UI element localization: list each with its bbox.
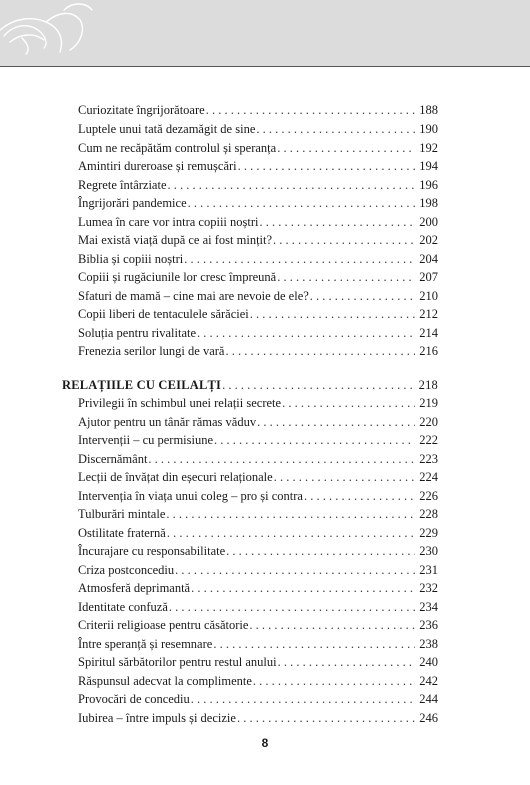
toc-entry bbox=[78, 157, 438, 175]
toc-leader-dots bbox=[310, 287, 415, 305]
toc-entry bbox=[78, 194, 438, 212]
toc-entry-page: 230 bbox=[419, 544, 438, 558]
toc-entry bbox=[78, 324, 438, 342]
toc-leader-dots bbox=[226, 542, 415, 560]
toc-leader-dots bbox=[273, 231, 415, 249]
toc-entry-page: 232 bbox=[419, 581, 438, 595]
toc-entry-title: Sfaturi de mamă – cine mai are nevoie de ele? bbox=[78, 289, 309, 303]
toc-entry bbox=[78, 690, 438, 708]
toc-leader-dots bbox=[250, 305, 415, 323]
toc-leader-dots bbox=[237, 709, 415, 727]
toc-entry-page: 231 bbox=[419, 563, 438, 577]
toc-entry bbox=[78, 542, 438, 560]
toc-leader-dots bbox=[214, 431, 415, 449]
toc-leader-dots bbox=[191, 690, 415, 708]
toc-entry-page: 216 bbox=[419, 344, 438, 358]
toc-entry-title: Copiii și rugăciunile lor cresc împreună bbox=[78, 270, 277, 284]
toc-entry bbox=[78, 579, 438, 597]
page-number: 8 bbox=[261, 736, 269, 750]
toc-entry bbox=[78, 120, 438, 138]
toc-entry bbox=[78, 672, 438, 690]
toc-leader-dots bbox=[277, 268, 415, 286]
toc-entry-page: 229 bbox=[419, 526, 438, 540]
toc-entry bbox=[78, 653, 438, 671]
toc-entry-title: Cum ne recăpătăm controlul și speranța bbox=[78, 141, 277, 155]
toc-entry-page: 242 bbox=[419, 674, 438, 688]
toc-entry-title: Criza postconcediu bbox=[78, 563, 175, 577]
toc-entry-title: Curiozitate îngrijorătoare bbox=[78, 103, 205, 117]
toc-entry-page: 238 bbox=[419, 637, 438, 651]
toc-entry-title: Lumea în care vor intra copiii noștri bbox=[78, 215, 259, 229]
toc-entry-title: Răspunsul adecvat la complimente bbox=[78, 674, 252, 688]
toc-entry-title: Privilegii în schimbul unei relații secrete bbox=[78, 396, 282, 410]
toc-entry-page: 190 bbox=[419, 122, 438, 136]
toc-entry-title: Discernământ bbox=[78, 452, 148, 466]
toc-leader-dots bbox=[206, 101, 415, 119]
toc-leader-dots bbox=[225, 342, 415, 360]
toc-entry-page: 204 bbox=[419, 252, 438, 266]
toc-entry-page: 192 bbox=[419, 141, 438, 155]
toc-entry bbox=[78, 139, 438, 157]
toc-leader-dots bbox=[277, 139, 415, 157]
toc-entry bbox=[78, 598, 438, 616]
toc-entry-page: 196 bbox=[419, 178, 438, 192]
toc-entry bbox=[78, 709, 438, 727]
toc-entry-title: Soluția pentru rivalitate bbox=[78, 326, 197, 340]
toc-entry bbox=[78, 616, 438, 634]
toc-leader-dots bbox=[148, 450, 415, 468]
toc-leader-dots bbox=[256, 120, 415, 138]
toc-entry-page: 228 bbox=[419, 507, 438, 521]
toc-leader-dots bbox=[169, 598, 415, 616]
toc-entry-title: Între speranță și resemnare bbox=[78, 637, 213, 651]
toc-entry bbox=[78, 450, 438, 468]
header-divider bbox=[0, 66, 530, 67]
toc-entry-page: 219 bbox=[419, 396, 438, 410]
toc-entry-page: 222 bbox=[419, 433, 438, 447]
toc-entry-page: 223 bbox=[419, 452, 438, 466]
toc-entry bbox=[78, 487, 438, 505]
toc-entry-title: Ostilitate fraternă bbox=[78, 526, 166, 540]
toc-entry-title: Biblia și copiii noștri bbox=[78, 252, 184, 266]
toc-leader-dots bbox=[260, 213, 416, 231]
toc-entry bbox=[78, 250, 438, 268]
swirl-ornament-icon bbox=[0, 0, 110, 66]
toc-entry bbox=[78, 561, 438, 579]
toc-entry-title: Identitate confuză bbox=[78, 600, 168, 614]
toc-leader-dots bbox=[274, 468, 415, 486]
toc-leader-dots bbox=[213, 635, 415, 653]
toc-entry-title: Mai există viață după ce ai fost mințit? bbox=[78, 233, 273, 247]
toc-entry bbox=[78, 505, 438, 523]
toc-entry-title: Regrete întârziate bbox=[78, 178, 167, 192]
toc-entry bbox=[78, 287, 438, 305]
toc-entry bbox=[78, 468, 438, 486]
toc-leader-dots bbox=[168, 176, 416, 194]
toc-entry-page: 236 bbox=[419, 618, 438, 632]
toc-entry-page: 194 bbox=[419, 159, 438, 173]
toc-leader-dots bbox=[167, 524, 415, 542]
toc-leader-dots bbox=[253, 672, 415, 690]
toc-entry-title: Atmosferă deprimantă bbox=[78, 581, 191, 595]
toc-entry-page: 210 bbox=[419, 289, 438, 303]
toc-entry bbox=[78, 413, 438, 431]
toc-section-title: RELAȚIILE CU CEILALȚI bbox=[62, 378, 222, 392]
toc-leader-dots bbox=[282, 394, 415, 412]
toc-entry bbox=[78, 176, 438, 194]
toc-entry-page: 226 bbox=[419, 489, 438, 503]
toc-entry bbox=[78, 305, 438, 323]
toc-entry-title: Iubirea – între impuls și decizie bbox=[78, 711, 236, 725]
toc-entry-page: 198 bbox=[419, 196, 438, 210]
toc-entry bbox=[78, 268, 438, 286]
toc-entry bbox=[78, 431, 438, 449]
toc-entry-title: Intervenția în viața unui coleg – pro și contra bbox=[78, 489, 303, 503]
toc-entry-title: Criterii religioase pentru căsătorie bbox=[78, 618, 249, 632]
toc-entry-title: Lecții de învățat din eșecuri relaționale bbox=[78, 470, 273, 484]
toc-leader-dots bbox=[175, 561, 415, 579]
toc-entry-title: Tulburări mintale bbox=[78, 507, 166, 521]
toc-section-page: 218 bbox=[418, 378, 438, 392]
toc-leader-dots bbox=[278, 653, 415, 671]
toc-leader-dots bbox=[257, 413, 415, 431]
toc-entry-page: 214 bbox=[419, 326, 438, 340]
toc-leader-dots bbox=[197, 324, 415, 342]
toc-entry-page: 200 bbox=[419, 215, 438, 229]
toc-entry-page: 224 bbox=[419, 470, 438, 484]
toc-leader-dots bbox=[304, 487, 415, 505]
toc-entry-title: Ajutor pentru un tânăr rămas văduv bbox=[78, 415, 257, 429]
toc-entry-title: Luptele unui tată dezamăgit de sine bbox=[78, 122, 256, 136]
toc-entry bbox=[78, 394, 438, 412]
toc-section-heading bbox=[62, 376, 438, 394]
toc-entry-title: Îngrijorări pandemice bbox=[78, 196, 187, 210]
toc-entry-page: 207 bbox=[419, 270, 438, 284]
toc-entry-page: 220 bbox=[419, 415, 438, 429]
toc-entry-page: 234 bbox=[419, 600, 438, 614]
toc-entry bbox=[78, 213, 438, 231]
toc-entry-page: 244 bbox=[419, 692, 438, 706]
toc-entry-page: 188 bbox=[419, 103, 438, 117]
toc-entry-page: 202 bbox=[419, 233, 438, 247]
toc-entry-page: 212 bbox=[419, 307, 438, 321]
toc-entry bbox=[78, 342, 438, 360]
toc-entry-title: Spiritul sărbătorilor pentru restul anului bbox=[78, 655, 277, 669]
toc-entry bbox=[78, 635, 438, 653]
toc-leader-dots bbox=[191, 579, 415, 597]
toc-entry-page: 246 bbox=[419, 711, 438, 725]
toc-leader-dots bbox=[188, 194, 415, 212]
toc-entry bbox=[78, 524, 438, 542]
toc-leader-dots bbox=[249, 616, 415, 634]
toc-leader-dots bbox=[222, 376, 415, 394]
toc-entry-title: Intervenții – cu permisiune bbox=[78, 433, 214, 447]
toc-leader-dots bbox=[166, 505, 415, 523]
toc-leader-dots bbox=[238, 157, 415, 175]
toc-entry bbox=[78, 231, 438, 249]
toc-entry-title: Încurajare cu responsabilitate bbox=[78, 544, 226, 558]
toc-entry-page: 240 bbox=[419, 655, 438, 669]
toc-leader-dots bbox=[184, 250, 415, 268]
toc-entry bbox=[78, 101, 438, 119]
toc-entry-title: Amintiri dureroase și remușcări bbox=[78, 159, 237, 173]
toc-entry-title: Frenezia serilor lungi de vară bbox=[78, 344, 225, 358]
toc-entry-title: Provocări de concediu bbox=[78, 692, 190, 706]
toc-entry-title: Copii liberi de tentaculele sărăciei bbox=[78, 307, 249, 321]
